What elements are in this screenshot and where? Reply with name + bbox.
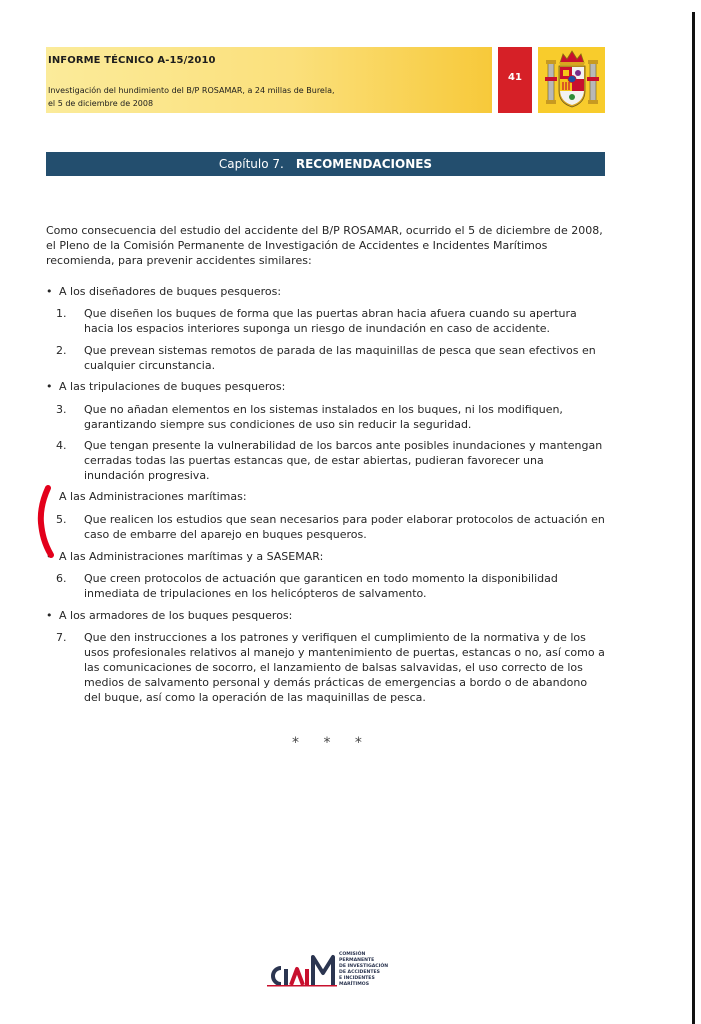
chapter-heading — [46, 152, 605, 176]
group-heading — [46, 284, 281, 299]
bullet-mark: • — [46, 380, 53, 393]
bullet-mark: • — [46, 609, 53, 622]
report-subtitle-line1: Investigación del hundimiento del B/P ROSAMAR, a 24 millas de Burela, — [48, 86, 335, 95]
report-subtitle — [48, 84, 335, 110]
item-text: Que diseñen los buques de forma que las puertas abran hacia afuera cuando su apertura hacia los espacios interiores suponga un riesgo de inundación en caso de accidente. — [84, 307, 577, 335]
page-number: 41 — [498, 47, 532, 113]
recommendation-item — [56, 306, 606, 336]
org-line: MARÍTIMOS — [339, 982, 370, 987]
item-text: Que creen protocolos de actuación que garanticen en todo momento la disponibilidad inmediata de tripulaciones en los helicópteros de salvamento. — [84, 572, 558, 600]
report-subtitle-line2: el 5 de diciembre de 2008 — [48, 99, 154, 108]
chapter-number: Capítulo 7. — [218, 157, 284, 171]
end-mark: * * * — [292, 735, 372, 751]
spanish-coat-of-arms-icon — [543, 49, 601, 111]
report-id: INFORME TÉCNICO A-15/2010 — [48, 55, 216, 66]
item-number: 1. — [56, 307, 67, 320]
chapter-title: RECOMENDACIONES — [295, 157, 433, 171]
group-heading-text: A las Administraciones marítimas: — [59, 490, 247, 503]
intro-paragraph: Como consecuencia del estudio del accidente del B/P ROSAMAR, ocurrido el 5 de diciembre de 2008, el Pleno de la Comisión Permanente de Investigación de Accidentes e Incidentes Marítimos recomienda, para prevenir accidentes similares: — [46, 224, 603, 267]
item-number: 5. — [56, 513, 67, 526]
group-heading-text: A las Administraciones marítimas y a SASEMAR: — [59, 550, 324, 563]
item-number: 6. — [56, 572, 67, 585]
item-text: Que tengan presente la vulnerabilidad de los barcos ante posibles inundaciones y mantengan cerradas todas las puertas estancas que, de estar abiertas, pudieran favorecer una inundación progresiva. — [84, 439, 603, 482]
item-text: Que no añadan elementos en los sistemas instalados en los buques, ni los modifiquen, garantizando siempre sus condiciones de uso sin reducir la seguridad. — [84, 403, 563, 431]
item-number: 7. — [56, 631, 67, 644]
item-number: 2. — [56, 344, 67, 357]
ciaim-logo-icon — [267, 951, 339, 987]
org-line: DE INVESTIGACIÓN — [339, 964, 389, 969]
ciaim-org-name — [339, 952, 399, 988]
red-annotation-mark — [34, 485, 56, 560]
recommendation-item — [56, 512, 606, 542]
group-heading-text: A las tripulaciones de buques pesqueros: — [59, 380, 286, 393]
item-text: Que realicen los estudios que sean necesarios para poder elaborar protocolos de actuación en caso de embarre del aparejo en buques pesqueros. — [84, 513, 605, 541]
item-text: Que prevean sistemas remotos de parada de las maquinillas de pesca que sean efectivos en cualquier circunstancia. — [84, 344, 596, 372]
recommendation-item — [56, 438, 606, 483]
group-heading — [46, 608, 292, 623]
item-text: Que den instrucciones a los patrones y verifiquen el cumplimiento de la normativa y de los usos profesionales relativos al manejo y mantenimiento de puertas, estancas o no, así como a las comunicaciones de socorro, el lanzamiento de balsas salvavidas, el uso correcto de los medios de salvamento personal y demás prácticas de emergencias a bordo o de abandono del buque, así como la operación de las maquinillas de pesca. — [84, 631, 605, 704]
group-heading — [46, 489, 247, 504]
org-line: E INCIDENTES — [339, 976, 375, 981]
bullet-mark: • — [46, 285, 53, 298]
org-line: COMISIÓN — [339, 952, 366, 957]
group-heading — [46, 379, 285, 394]
page-edge-rule — [692, 12, 695, 1024]
group-heading-text: A los armadores de los buques pesqueros: — [59, 609, 293, 622]
emblem-box — [538, 47, 605, 113]
org-line: PERMANENTE — [339, 958, 375, 963]
recommendation-item — [56, 571, 606, 601]
group-heading — [46, 549, 323, 564]
recommendation-item — [56, 630, 606, 705]
recommendation-item — [56, 343, 606, 373]
group-heading-text: A los diseñadores de buques pesqueros: — [59, 285, 282, 298]
recommendation-item — [56, 402, 606, 432]
item-number: 4. — [56, 439, 67, 452]
bullet-mark: • — [46, 550, 53, 563]
item-number: 3. — [56, 403, 67, 416]
org-line: DE ACCIDENTES — [339, 970, 380, 975]
